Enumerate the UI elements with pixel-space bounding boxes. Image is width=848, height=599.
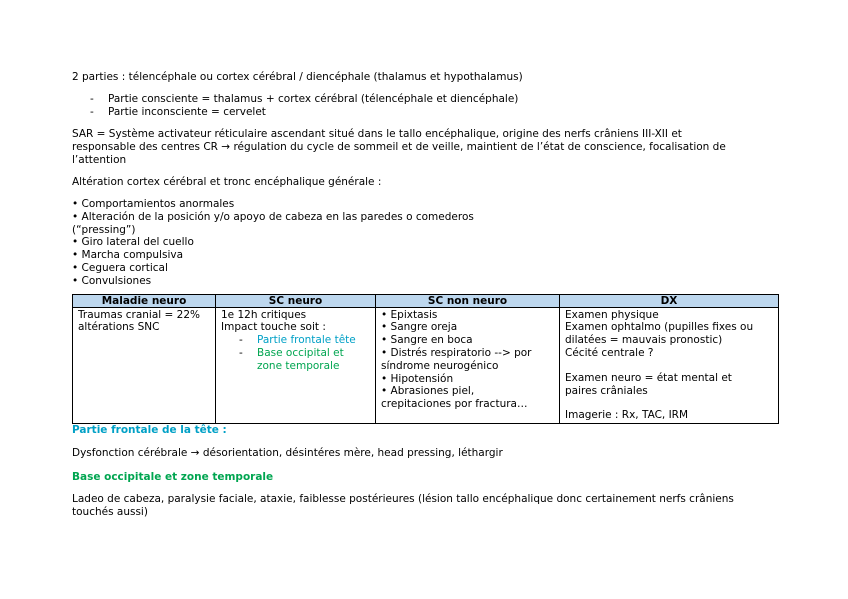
header-dx: DX <box>560 294 779 307</box>
list-item: (“pressing”) <box>72 223 136 236</box>
header-maladie: Maladie neuro <box>73 294 216 307</box>
alteration-title: Altération cortex cérébral et tronc encéphalique générale : <box>72 176 382 188</box>
list-item: • Convulsiones <box>72 274 152 287</box>
list-item: - Partie inconsciente = cervelet <box>90 106 266 118</box>
cell-maladie: Traumas cranial = 22% altérations SNC <box>73 307 216 424</box>
impact-sublist <box>221 334 370 372</box>
header-sc-non-neuro: SC non neuro <box>376 294 560 307</box>
cell-dx: Examen physique Examen ophtalmo (pupilles fixes ou dilatées = mauvais pronostic) Cécité centrale ? Examen neuro = état mental et paires crâniales Imagerie : Rx, TAC, IRM <box>560 307 779 424</box>
document-page <box>72 71 777 519</box>
list-item: • Giro lateral del cuello <box>72 236 194 249</box>
list-item: • Marcha compulsiva <box>72 249 184 262</box>
list-item: • Comportamientos anormales <box>72 198 235 210</box>
occipital-paragraph: Ladeo de cabeza, paralysie faciale, ataxie, faiblesse postérieures (lésion tallo encéphalique donc certainement nerfs crâniens touchés aussi) <box>72 493 734 519</box>
list-item: • Alteración de la posición y/o apoyo de cabeza en las paredes o comederos <box>72 210 474 223</box>
list-item: - Base occipital et zone temporale <box>239 346 344 372</box>
intro-paragraph: 2 parties : télencéphale ou cortex cérébral / diencéphale (thalamus et hypothalamus) <box>72 71 523 83</box>
list-item: • Ceguera cortical <box>72 261 168 274</box>
symptoms-table <box>72 294 779 425</box>
sar-paragraph: SAR = Système activateur réticulaire ascendant situé dans le tallo encéphalique, origine des nerfs crâniens III-XII et responsable des centres CR → régulation du cycle de sommeil et de veille, maintient de l’état de conscience, focalisation de l’attention <box>72 128 726 166</box>
signs-list <box>72 198 777 288</box>
list-item: - Partie frontale tête <box>239 334 356 347</box>
frontal-heading: Partie frontale de la tête : <box>72 424 227 437</box>
table-row <box>73 307 779 424</box>
table-header-row <box>73 294 779 307</box>
header-sc-neuro: SC neuro <box>216 294 376 307</box>
cell-sc-non-neuro: • Epixtasis • Sangre oreja • Sangre en boca • Distrés respiratorio --> por síndrome neurogénico • Hipotensión • Abrasiones piel, crepitaciones por fractura… <box>376 307 560 424</box>
parts-list <box>72 93 777 119</box>
frontal-text: Dysfonction cérébrale → désorientation, désintéres mère, head pressing, léthargir <box>72 447 503 460</box>
occipital-heading: Base occipitale et zone temporale <box>72 471 274 484</box>
cell-sc-neuro: 1e 12h critiques Impact touche soit : - Partie frontale tête - Base occipital et zone temporale <box>216 307 376 424</box>
list-item: - Partie consciente = thalamus + cortex cérébral (télencéphale et diencéphale) <box>90 93 519 105</box>
